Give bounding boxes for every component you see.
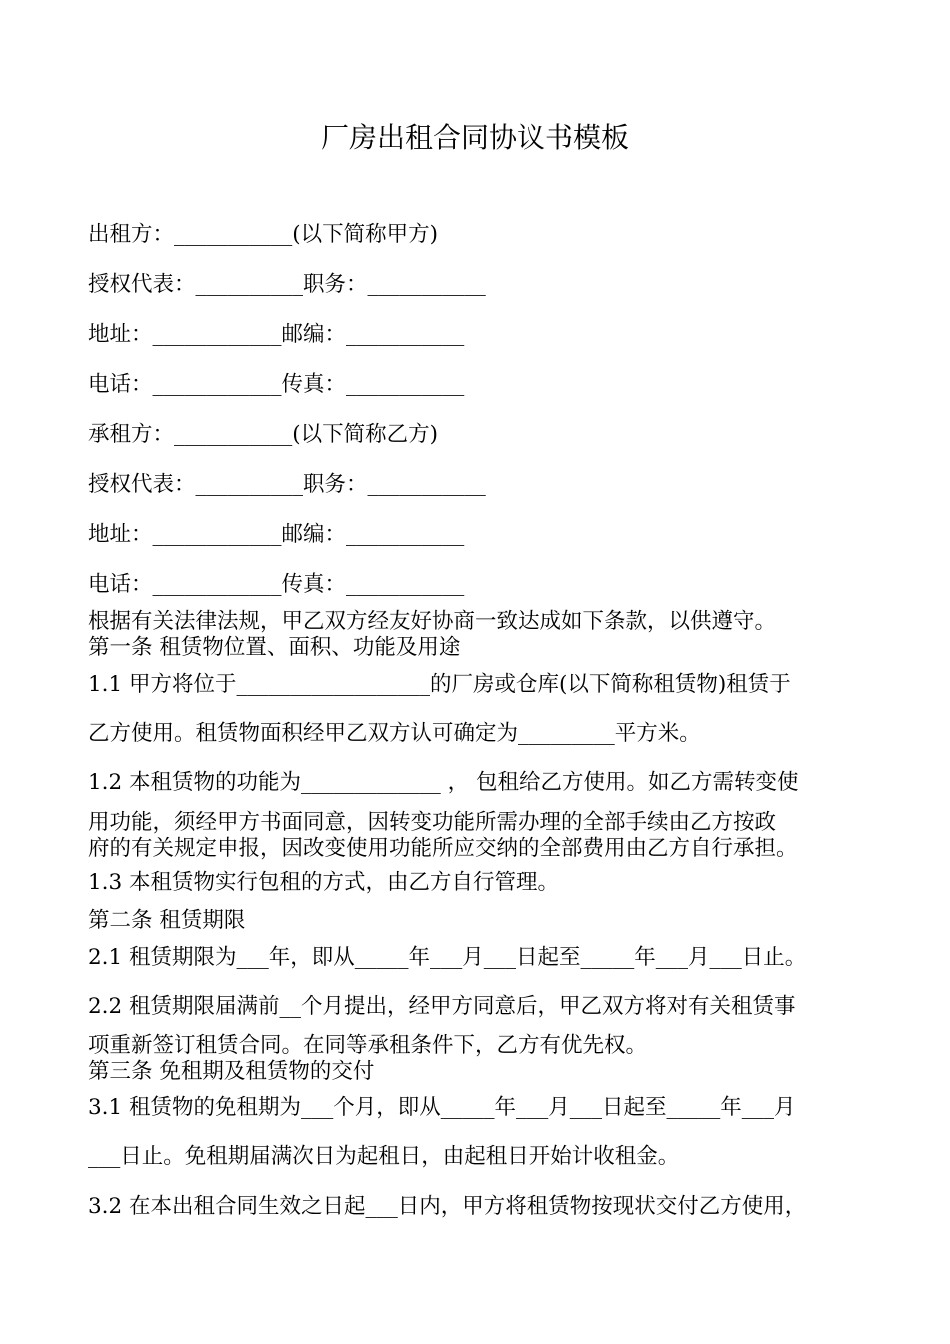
clause-3-2-line-1: 3.2 在本出租合同生效之日起___日内，甲方将租赁物按现状交付乙方使用，	[88, 1194, 807, 1219]
article-3-heading: 第三条 免租期及租赁物的交付	[88, 1059, 375, 1084]
clause-2-2-line-1: 2.2 租赁期限届满前__个月提出，经甲方同意后，甲乙双方将对有关租赁事	[88, 994, 796, 1019]
clause-1-1-line-1: 1.1 甲方将位于__________________的厂房或仓库(以下简称租赁物)租赁于	[88, 672, 791, 697]
lessee-line: 承租方：___________(以下简称乙方)	[88, 422, 439, 447]
clause-1-2-line-3: 府的有关规定申报，因改变使用功能所应交纳的全部费用由乙方自行承担。	[88, 836, 798, 861]
clause-2-2-line-2: 项重新签订租赁合同。在同等承租条件下，乙方有优先权。	[88, 1033, 648, 1058]
clause-1-1-line-2: 乙方使用。租赁物面积经甲乙双方认可确定为_________平方米。	[88, 721, 701, 746]
preamble-paragraph: 根据有关法律法规，甲乙双方经友好协商一致达成如下条款，以供遵守。	[88, 609, 777, 634]
lessor-representative-line: 授权代表：__________职务：___________	[88, 272, 486, 297]
lessee-address-line: 地址：____________邮编：___________	[88, 522, 465, 547]
lessee-representative-line: 授权代表：__________职务：___________	[88, 472, 486, 497]
clause-1-2-line-2: 用功能，须经甲方书面同意，因转变功能所需办理的全部手续由乙方按政	[88, 810, 777, 835]
lessor-line: 出租方：___________(以下简称甲方)	[88, 222, 439, 247]
lessor-address-line: 地址：____________邮编：___________	[88, 322, 465, 347]
clause-1-3: 1.3 本租赁物实行包租的方式，由乙方自行管理。	[88, 870, 560, 895]
article-2-heading: 第二条 租赁期限	[88, 908, 246, 933]
lessor-phone-line: 电话：____________传真：___________	[88, 372, 465, 397]
clause-1-2-line-1: 1.2 本租赁物的功能为_____________ ， 包租给乙方使用。如乙方需转变使	[88, 770, 799, 795]
clause-3-1-line-1: 3.1 租赁物的免租期为___个月，即从_____年___月___日起至_____年___月	[88, 1095, 796, 1120]
lessee-phone-line: 电话：____________传真：___________	[88, 572, 465, 597]
document-title: 厂房出租合同协议书模板	[320, 121, 629, 154]
clause-3-1-line-2: ___日止。免租期届满次日为起租日，由起租日开始计收租金。	[88, 1144, 680, 1169]
article-1-heading: 第一条 租赁物位置、面积、功能及用途	[88, 635, 461, 660]
clause-2-1: 2.1 租赁期限为___年，即从_____年___月___日起至_____年___月___日止。	[88, 945, 807, 970]
